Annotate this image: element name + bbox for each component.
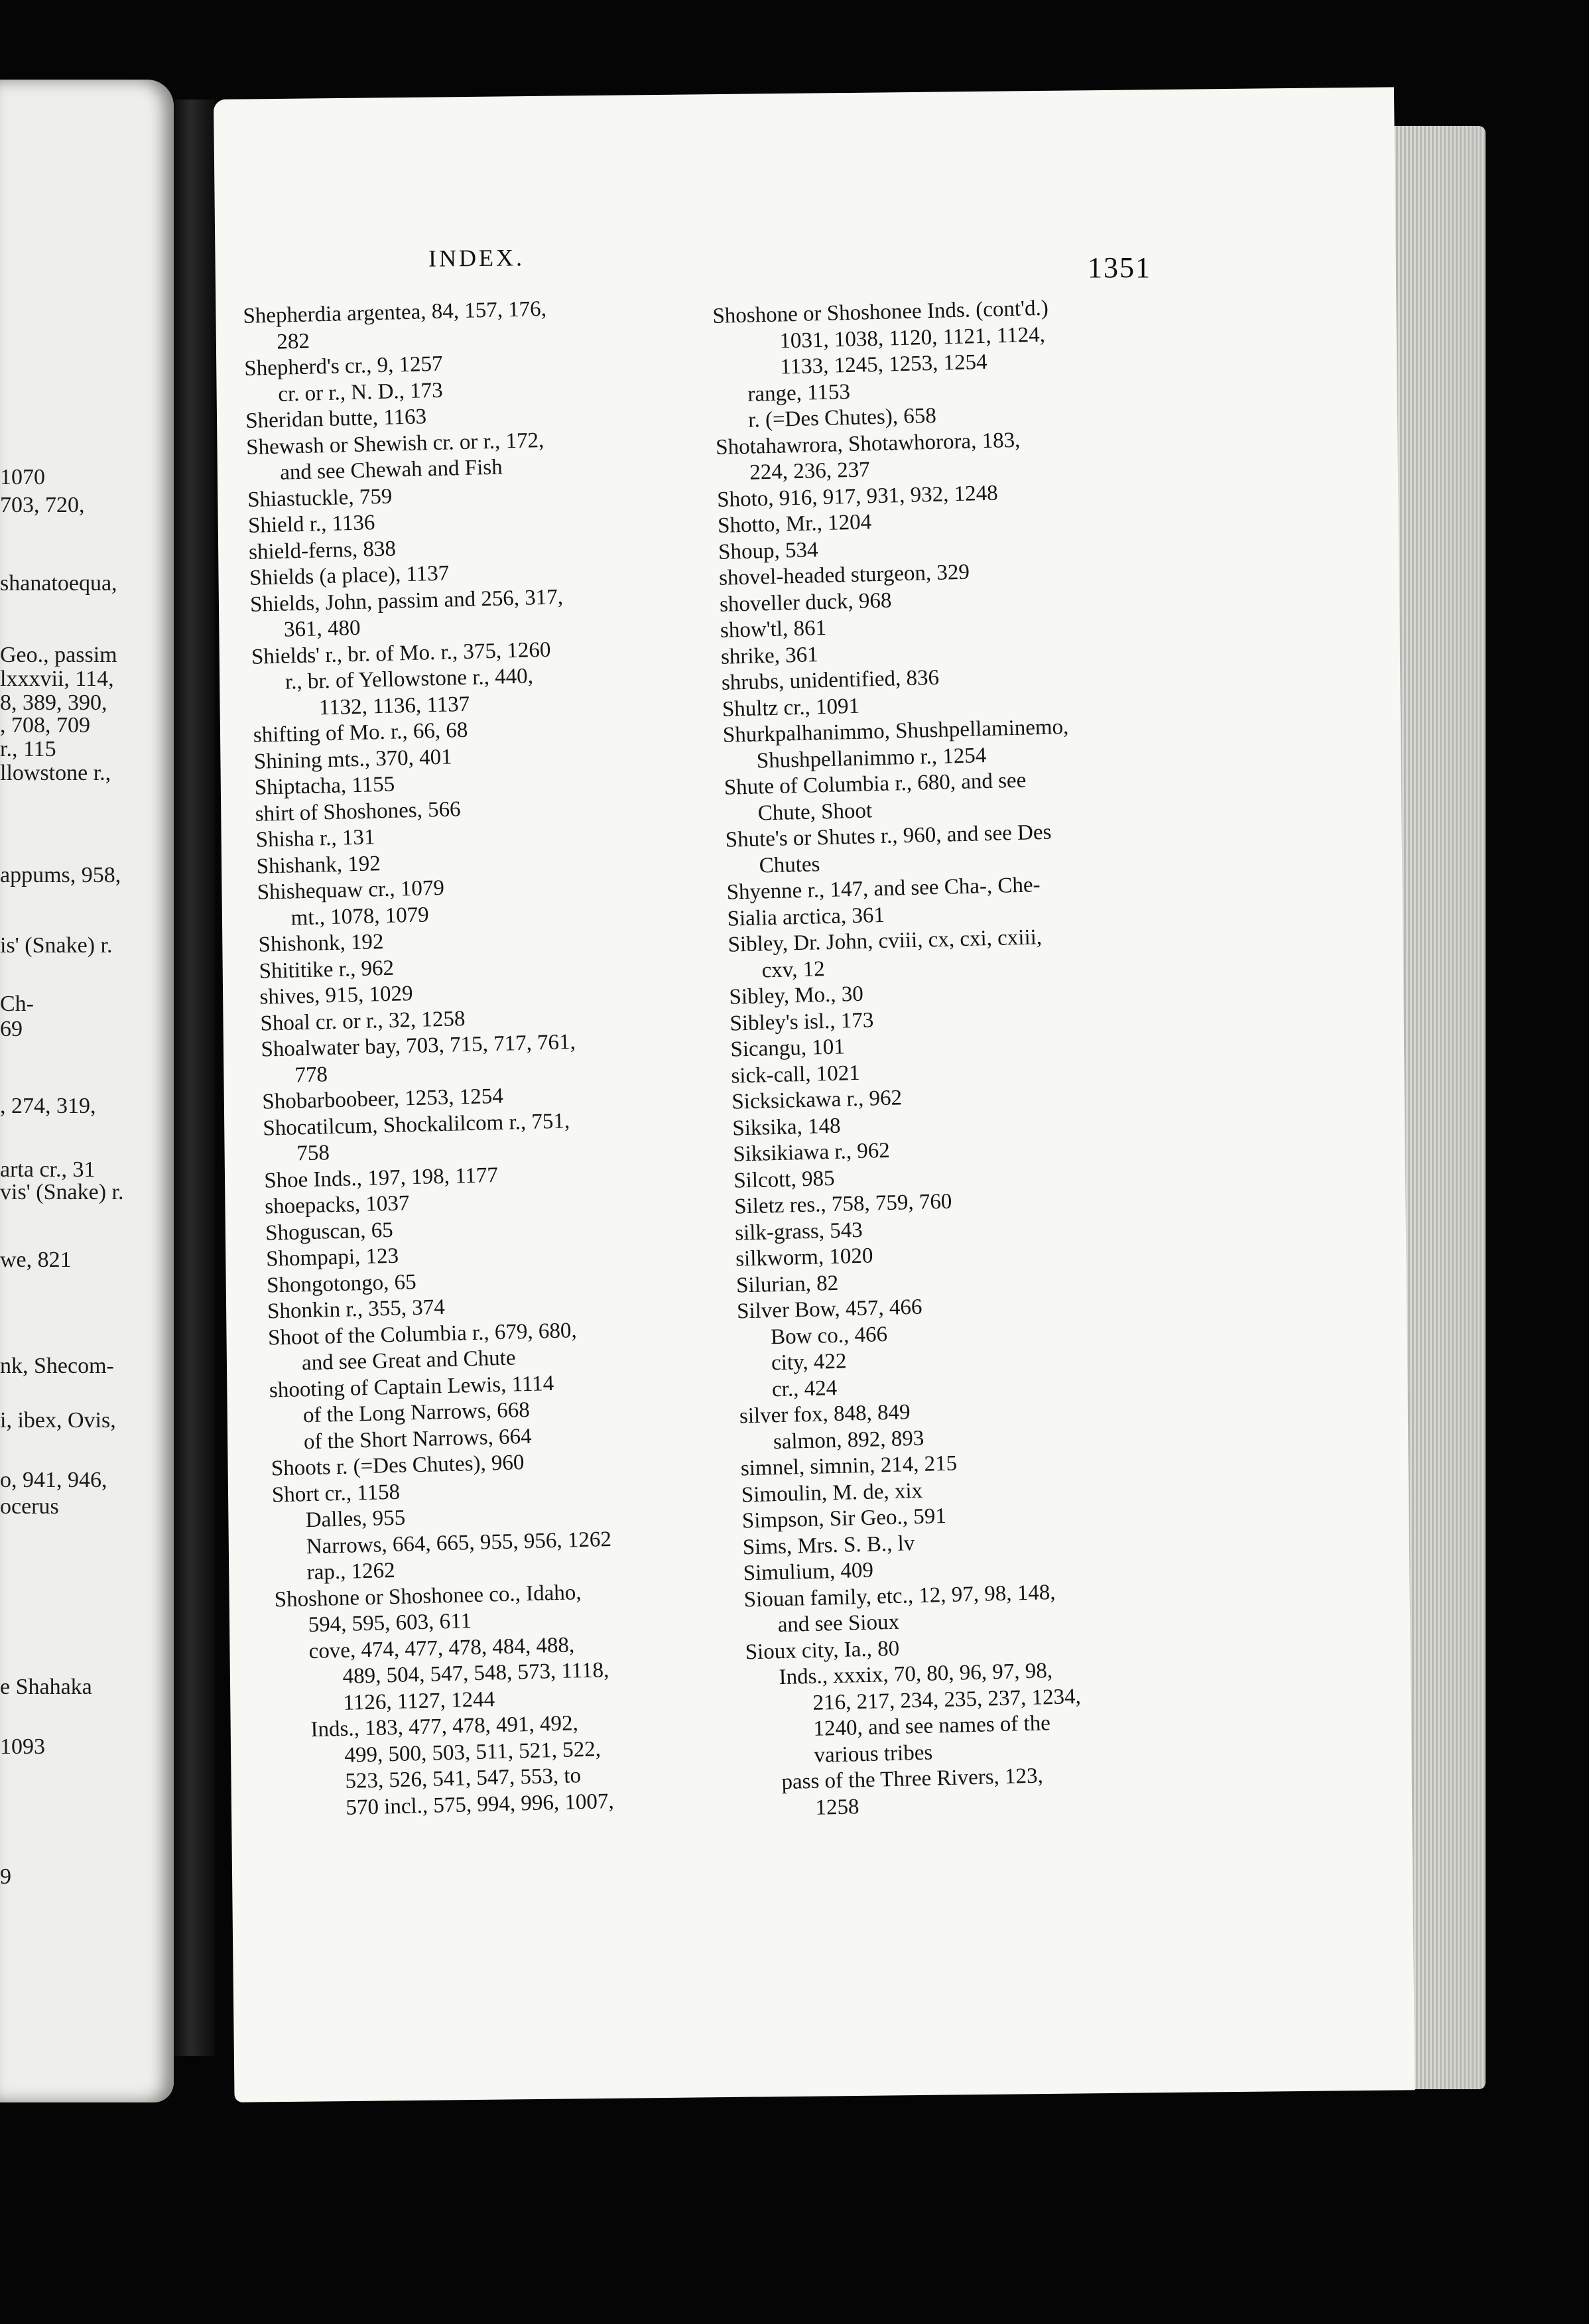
index-entry: Siletz res., 758, 759, 760 (733, 1189, 952, 1219)
index-entry: Shoalwater bay, 703, 715, 717, 761, (261, 1030, 576, 1062)
index-entry: Simoulin, M. de, xix (741, 1478, 923, 1507)
left-page-fragment: i, ibex, Ovis, (0, 1408, 116, 1433)
index-entry: Shotto, Mr., 1204 (717, 510, 872, 538)
left-page-fragment: r., 115 (0, 737, 56, 761)
index-entry: shrubs, unidentified, 836 (721, 665, 940, 695)
index-entry: Siksika, 148 (731, 1114, 841, 1141)
index-entry: cr. or r., N. D., 173 (277, 378, 444, 407)
index-entry: cove, 474, 477, 478, 484, 488, (308, 1632, 575, 1663)
index-entry: cr., 424 (771, 1376, 838, 1401)
index-entry: Simpson, Sir Geo., 591 (741, 1504, 947, 1533)
book-gutter (174, 99, 215, 2056)
left-page-fragment: o, 941, 946, (0, 1468, 107, 1492)
index-entry: Chute, Shoot (757, 798, 873, 826)
left-page-fragment: Geo., passim (0, 643, 117, 667)
index-entry: Shoe Inds., 197, 198, 1177 (263, 1163, 499, 1193)
index-entry: Bow co., 466 (770, 1322, 888, 1349)
index-entry: shield-ferns, 838 (248, 536, 397, 564)
index-entry: 216, 217, 234, 235, 237, 1234, (812, 1684, 1082, 1715)
index-entry: 361, 480 (283, 615, 361, 642)
index-entry: Simulium, 409 (743, 1558, 874, 1586)
index-entry: 1132, 1136, 1137 (318, 692, 470, 720)
index-entry: Sioux city, Ia., 80 (745, 1636, 900, 1664)
index-entry: range, 1153 (747, 379, 851, 407)
index-entry: shifting of Mo. r., 66, 68 (253, 718, 468, 747)
index-entry: of the Long Narrows, 668 (302, 1397, 531, 1428)
index-entry: and see Great and Chute (301, 1346, 516, 1376)
page-header-title: INDEX. (428, 244, 525, 272)
index-entry: silver fox, 848, 849 (739, 1400, 911, 1429)
index-entry: Shititike r., 962 (259, 956, 395, 984)
index-entry: Shishank, 192 (256, 851, 381, 879)
left-page-fragment: arta cr., 31 (0, 1157, 95, 1182)
left-page-fragment: , 274, 319, (0, 1094, 96, 1118)
index-entry: 1126, 1127, 1244 (343, 1687, 495, 1715)
index-entry: Shisha r., 131 (255, 825, 375, 852)
index-entry: salmon, 892, 893 (773, 1426, 924, 1454)
index-entry: shives, 915, 1029 (259, 982, 413, 1009)
index-entry: mt., 1078, 1079 (290, 902, 430, 930)
index-entry: Siouan family, etc., 12, 97, 98, 148, (743, 1580, 1056, 1612)
index-entry: 778 (294, 1062, 328, 1087)
index-entry: Shoot of the Columbia r., 679, 680, (267, 1318, 578, 1350)
left-page-fragment: llowstone r., (0, 761, 111, 785)
index-entry: shrike, 361 (720, 642, 819, 669)
index-entry: show'tl, 861 (720, 615, 827, 643)
index-entry: Shields (a place), 1137 (249, 561, 450, 590)
index-entry: Sialia arctica, 361 (727, 903, 885, 931)
left-page-fragment: nk, Shecom- (0, 1354, 114, 1378)
index-entry: Sheridan butte, 1163 (245, 405, 427, 433)
index-entry: 570 incl., 575, 994, 996, 1007, (346, 1789, 614, 1820)
index-entry: Sibley, Dr. John, cviii, cx, cxi, cxiii, (728, 925, 1043, 957)
index-entry: shooting of Captain Lewis, 1114 (269, 1371, 554, 1403)
index-entry: Short cr., 1158 (271, 1480, 401, 1507)
left-page-fragment: lxxxvii, 114, (0, 667, 114, 691)
index-entry: and see Sioux (777, 1610, 900, 1638)
index-entry: Silcott, 985 (733, 1166, 835, 1193)
index-entry: cxv, 12 (761, 956, 826, 982)
index-entry: Shining mts., 370, 401 (253, 744, 453, 774)
left-page-fragment: , 708, 709 (0, 713, 90, 738)
index-entry: silkworm, 1020 (735, 1244, 873, 1271)
index-entry: 523, 526, 541, 547, 553, to (345, 1764, 582, 1793)
left-page-fragment: Ch- (0, 992, 34, 1016)
index-entry: Shiptacha, 1155 (254, 772, 395, 800)
index-entry: sick-call, 1021 (731, 1061, 861, 1088)
index-entry: 489, 504, 547, 548, 573, 1118, (342, 1658, 609, 1689)
index-entry: Shoal cr. or r., 32, 1258 (260, 1006, 466, 1036)
index-entry: of the Short Narrows, 664 (303, 1424, 532, 1454)
left-page-fragment: 1070 (0, 465, 45, 489)
index-entry: Shocatilcum, Shockalilcom r., 751, (262, 1108, 570, 1141)
left-page-fragment: ocerus (0, 1494, 59, 1519)
left-page (0, 80, 174, 2102)
index-entry: Shepherdia argentea, 84, 157, 176, (243, 296, 547, 328)
left-page-fragment: appums, 958, (0, 863, 121, 887)
index-entry: simnel, simnin, 214, 215 (740, 1451, 958, 1481)
index-entry: Shobarboobeer, 1253, 1254 (261, 1084, 504, 1114)
left-page-fragment: 69 (0, 1017, 23, 1041)
left-page-fragment: 8, 389, 390, (0, 690, 107, 715)
index-entry: pass of the Three Rivers, 123, (781, 1764, 1044, 1795)
index-entry: Shepherd's cr., 9, 1257 (243, 352, 443, 381)
index-entry: Silurian, 82 (735, 1271, 839, 1298)
index-entry: Shonkin r., 355, 374 (267, 1295, 446, 1324)
index-entry: Shield r., 1136 (247, 511, 375, 538)
index-entry: shoepacks, 1037 (264, 1191, 410, 1219)
index-entry: Inds., 183, 477, 478, 491, 492, (310, 1711, 579, 1742)
index-entry: Shiastuckle, 759 (247, 484, 393, 512)
index-entry: Shute of Columbia r., 680, and see (724, 768, 1027, 800)
index-entry: silk-grass, 543 (734, 1218, 863, 1246)
index-entry: Shoup, 534 (718, 537, 818, 564)
index-entry: 1258 (815, 1794, 859, 1820)
left-page-fragment: 703, 720, (0, 493, 85, 517)
index-entry: Shyenne r., 147, and see Cha-, Che- (726, 873, 1041, 905)
index-entry: Silver Bow, 457, 466 (736, 1295, 922, 1324)
left-page-fragment: 9 (0, 1864, 11, 1889)
index-entry: shoveller duck, 968 (719, 588, 892, 617)
index-column-left (243, 292, 757, 1823)
index-entry: 224, 236, 237 (749, 458, 871, 485)
index-entry: Dalles, 955 (305, 1506, 406, 1533)
index-entry: Shurkpalhanimmo, Shushpellaminemo, (722, 715, 1069, 747)
index-entry: Narrows, 664, 665, 955, 956, 1262 (306, 1527, 612, 1559)
index-entry: Shoshone or Shoshonee Inds. (cont'd.) (712, 296, 1049, 328)
index-entry: Sicangu, 101 (730, 1035, 846, 1062)
index-entry: 1031, 1038, 1120, 1121, 1124, (779, 322, 1046, 354)
index-entry: Shultz cr., 1091 (722, 694, 860, 722)
index-entry: shovel-headed sturgeon, 329 (718, 560, 970, 590)
index-entry: Shishequaw cr., 1079 (257, 875, 445, 905)
index-entry: 282 (276, 329, 310, 354)
left-page-fragment: e Shahaka (0, 1675, 92, 1699)
left-page-fragment: 1093 (0, 1734, 45, 1759)
index-entry: Sicksickawa r., 962 (731, 1086, 903, 1114)
index-column-right (712, 292, 1227, 1823)
index-entry: Shongotongo, 65 (266, 1269, 417, 1298)
index-entry: r., br. of Yellowstone r., 440, (285, 664, 534, 694)
index-entry: Shushpellanimmo r., 1254 (756, 743, 987, 773)
index-entry: city, 422 (771, 1349, 847, 1376)
index-entry: and see Chewah and Fish (279, 455, 503, 485)
left-page-fragment: is' (Snake) r. (0, 933, 113, 958)
left-page-fragment: vis' (Snake) r. (0, 1180, 124, 1204)
index-entry: shirt of Shoshones, 566 (255, 797, 461, 826)
index-entry: Shishonk, 192 (258, 930, 384, 957)
index-entry: Shoots r. (=Des Chutes), 960 (271, 1451, 525, 1481)
index-entry: Siksikiawa r., 962 (732, 1138, 891, 1167)
index-entry: Shoguscan, 65 (265, 1218, 394, 1246)
index-entry: 758 (296, 1141, 330, 1166)
index-entry: 1240, and see names of the (813, 1711, 1051, 1741)
left-page-fragment: we, 821 (0, 1248, 72, 1272)
index-entry: various tribes (814, 1740, 933, 1768)
index-entry: Shoshone or Shoshonee co., Idaho, (274, 1580, 582, 1612)
page-number: 1351 (1088, 251, 1151, 284)
index-entry: Shields' r., br. of Mo. r., 375, 1260 (251, 637, 551, 669)
index-entry: 1133, 1245, 1253, 1254 (779, 350, 987, 379)
index-entry: Sibley, Mo., 30 (729, 982, 864, 1009)
index-entry: Shute's or Shutes r., 960, and see Des (725, 820, 1052, 852)
index-entry: Sibley's isl., 173 (730, 1007, 874, 1036)
index-entry: Shoto, 916, 917, 931, 932, 1248 (716, 481, 999, 512)
index-entry: Shompapi, 123 (265, 1244, 399, 1271)
index-entry: 499, 500, 503, 511, 521, 522, (344, 1736, 602, 1768)
index-entry: rap., 1262 (306, 1558, 396, 1585)
index-entry: Shields, John, passim and 256, 317, (249, 584, 564, 617)
index-entry: Chutes (759, 852, 820, 878)
left-page-fragment: shanatoequa, (0, 571, 117, 596)
index-entry: r. (=Des Chutes), 658 (747, 403, 937, 432)
index-entry: Inds., xxxix, 70, 80, 96, 97, 98, (779, 1659, 1053, 1690)
index-entry: Shewash or Shewish cr. or r., 172, (245, 428, 544, 460)
index-entry: Shotahawrora, Shotawhorora, 183, (715, 428, 1021, 460)
index-entry: Sims, Mrs. S. B., lv (742, 1531, 915, 1559)
index-entry: 594, 595, 603, 611 (308, 1609, 472, 1638)
